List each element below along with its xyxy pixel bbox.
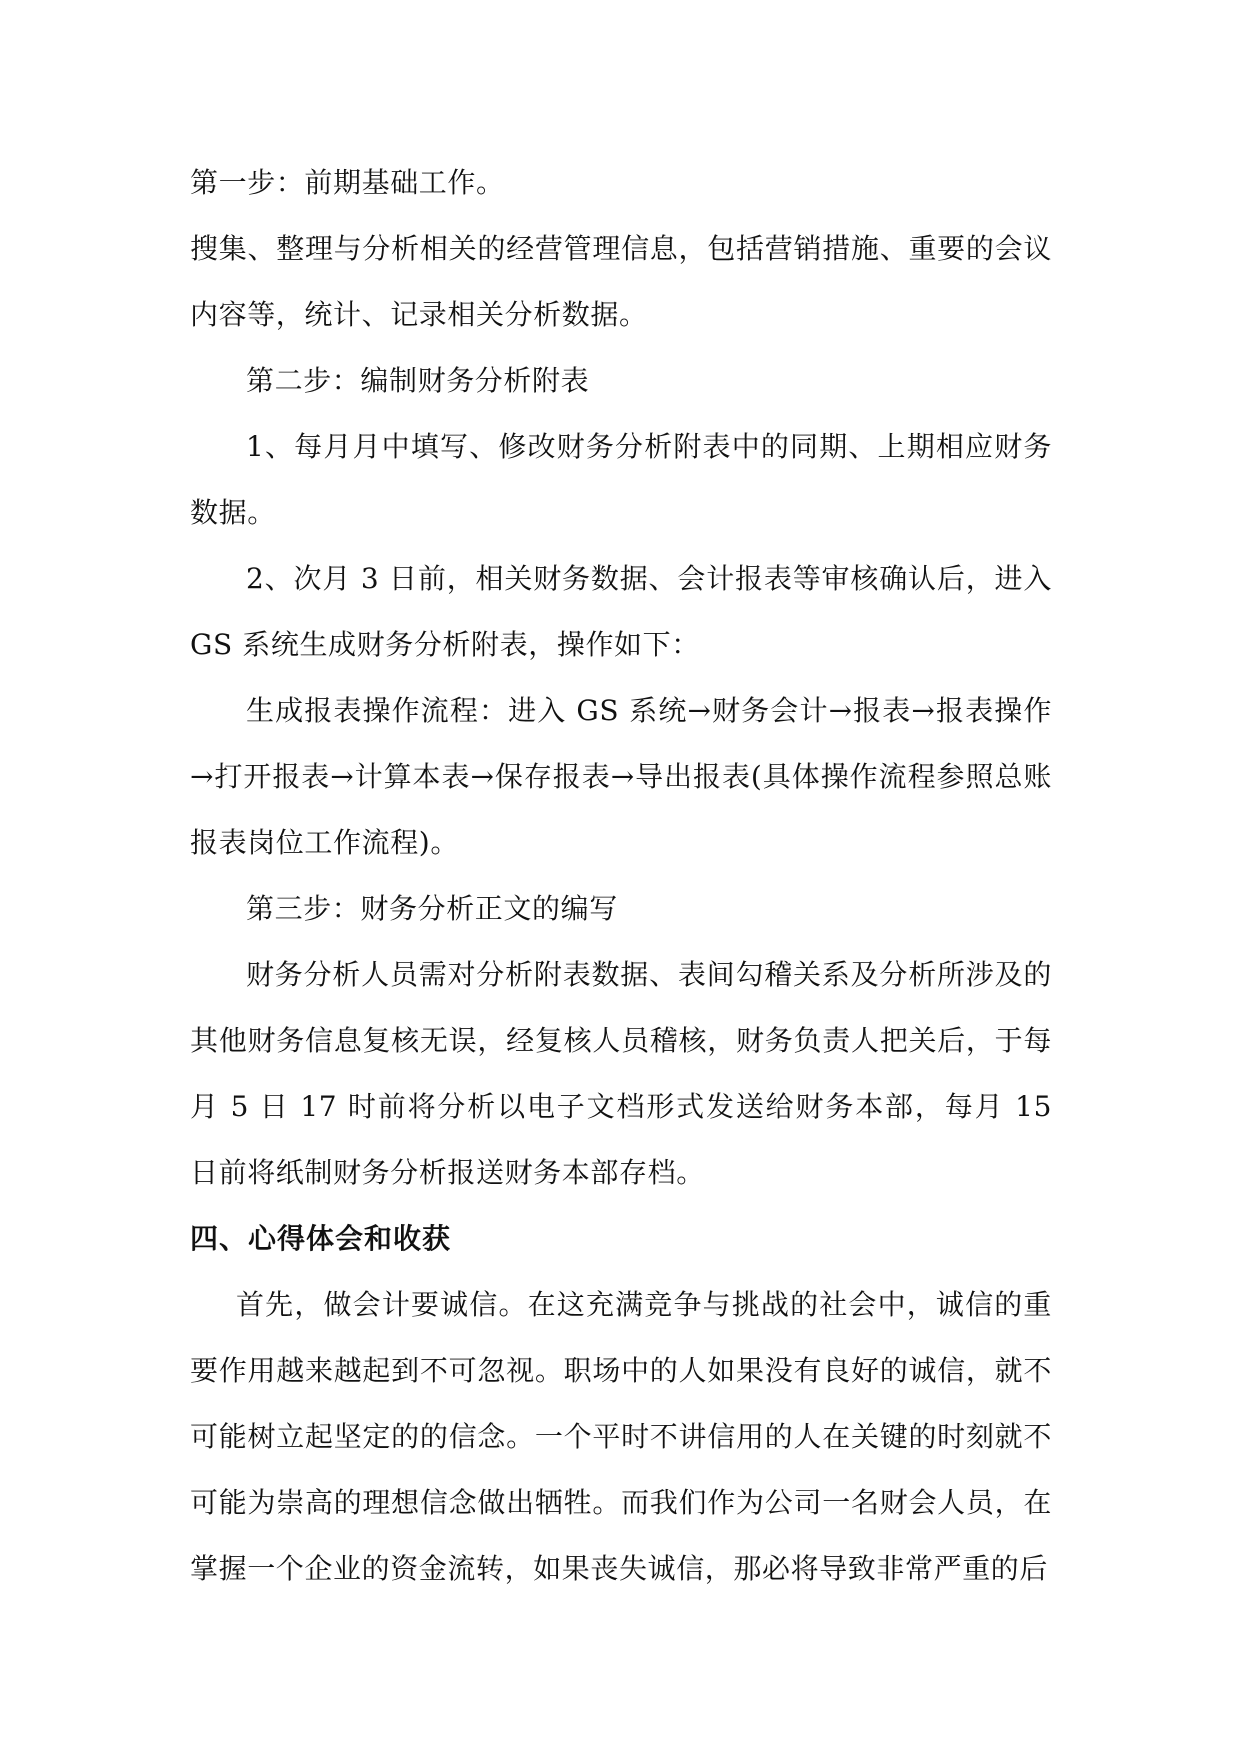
paragraph-step-three: 第三步：财务分析正文的编写 xyxy=(246,892,618,925)
paragraph-step-two-item-2: 2、次月 3 日前，相关财务数据、会计报表等审核确认后，进入 GS 系统生成财务分析附表，操作如下： xyxy=(190,562,1052,661)
paragraph-step-two-item-1: 1、每月月中填写、修改财务分析附表中的同期、上期相应财务数据。 xyxy=(190,430,1052,529)
paragraph-reflection: 首先，做会计要诚信。在这充满竞争与挑战的社会中，诚信的重要作用越来越起到不可忽视。职场中的人如果没有良好的诚信，就不可能树立起坚定的的信念。一个平时不讲信用的人在关键的时刻就不可能为崇高的理想信念做出牺牲。而我们作为公司一名财会人员，在掌握一个企业的资金流转，如果丧失诚信，那必将导致非常严重的后 xyxy=(190,1288,1052,1585)
section-heading: 四、心得体会和收获 xyxy=(190,1222,452,1255)
document-body xyxy=(190,150,1052,1602)
paragraph-step-one-detail: 搜集、整理与分析相关的经营管理信息，包括营销措施、重要的会议内容等，统计、记录相关分析数据。 xyxy=(190,232,1052,331)
paragraph-step-one: 第一步：前期基础工作。 xyxy=(190,166,505,199)
paragraph-step-two: 第二步：编制财务分析附表 xyxy=(246,364,590,397)
paragraph-report-flow: 生成报表操作流程：进入 GS 系统→财务会计→报表→报表操作→打开报表→计算本表→保存报表→导出报表(具体操作流程参照总账报表岗位工作流程)。 xyxy=(190,694,1052,859)
paragraph-step-three-detail: 财务分析人员需对分析附表数据、表间勾稽关系及分析所涉及的其他财务信息复核无误，经复核人员稽核，财务负责人把关后，于每月 5 日 17 时前将分析以电子文档形式发送给财务本部，每月 15 日前将纸制财务分析报送财务本部存档。 xyxy=(190,958,1052,1189)
